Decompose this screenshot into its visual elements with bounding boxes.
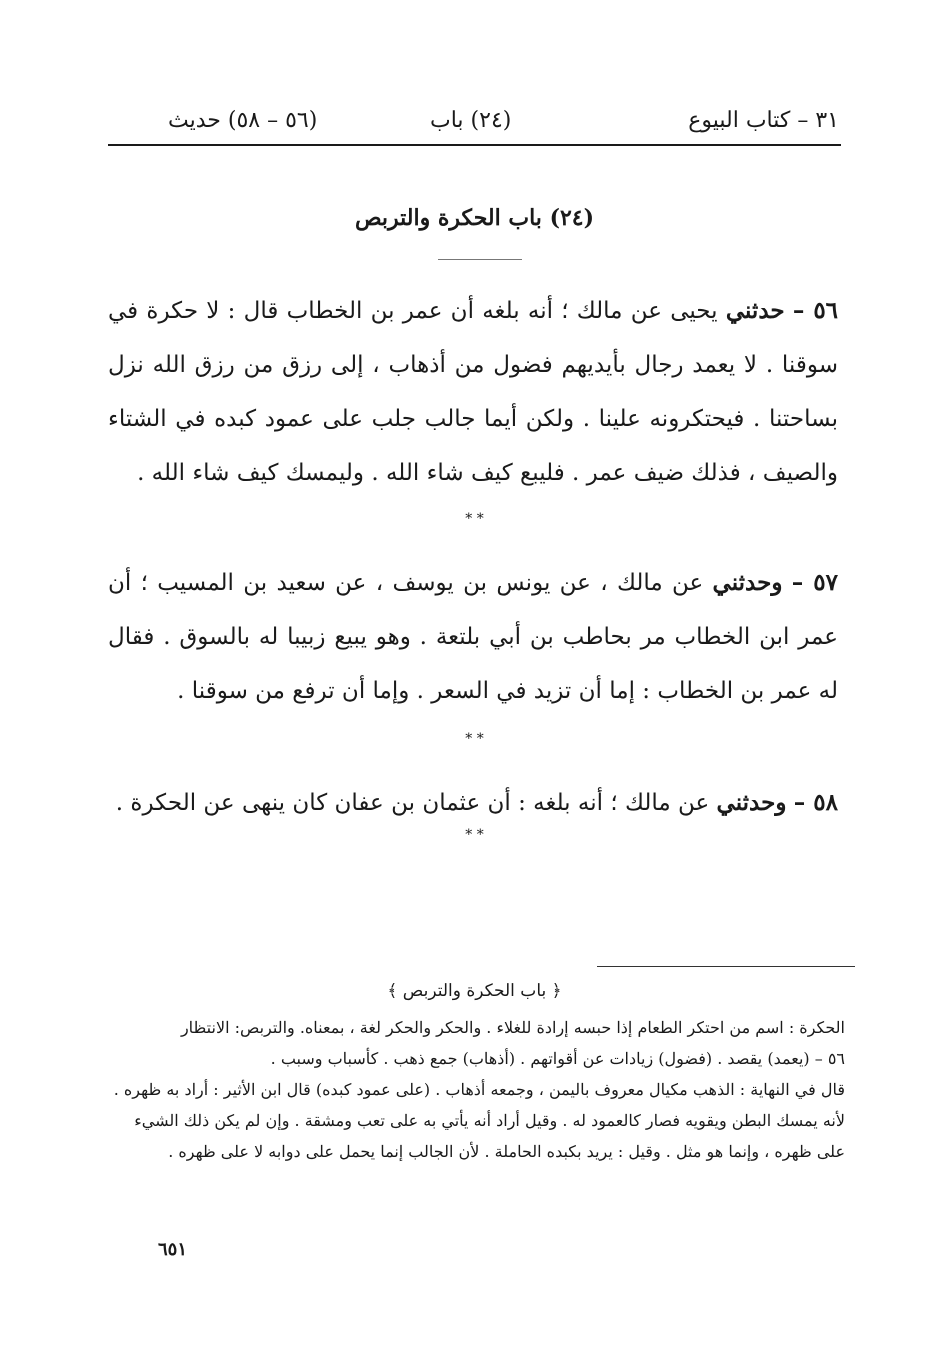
separator-stars: * * (465, 511, 484, 527)
hadith-57 (108, 556, 838, 718)
header-hadith-range: (٥٦ – ٥٨) حديث (168, 108, 318, 133)
footnote-line: ٥٦ – (يعمد) يقصد . (فضول) زيادات عن أقواتهم . (أذهاب) جمع ذهب . كأسباب وسبب . (270, 1049, 845, 1068)
chapter-title: (٢٤) باب الحكرة والتربص (354, 205, 595, 231)
hadith-text: عن مالك ، عن يونس بن يوسف ، عن سعيد بن المسيب ؛ أن عمر ابن الخطاب مر بحاطب بن أبي بلتعة . وهو يبيع زبيبا له بالسوق . فقال له عمر بن الخطاب : إما أن تزيد في السعر . وإما أن ترفع من سوقنا . (108, 570, 838, 704)
hadith-lead: وحدثني (716, 789, 787, 816)
header-rule (108, 144, 841, 146)
header-chapter: (٢٤) باب (430, 108, 512, 133)
separator-stars: * * (465, 731, 484, 747)
hadith-56 (108, 284, 838, 500)
footnote-rule (597, 966, 855, 967)
footnote-line: على ظهره ، وإنما هو مثل . وقيل : يريد بكبده الحاملة . لأن الجالب إنما يحمل على دوابه لا على ظهره . (168, 1142, 845, 1161)
hadith-text: عن مالك ؛ أنه بلغه : أن عثمان بن عفان كان ينهى عن الحكرة . (115, 790, 710, 816)
hadith-lead: وحدثني (712, 569, 783, 596)
hadith-number: ٥٦ – (792, 297, 839, 324)
hadith-lead: حدثني (725, 297, 785, 324)
page-number: ٦٥١ (158, 1239, 188, 1260)
footnote-line: قال في النهاية : الذهب مكيال معروف باليمن ، وجمعه أذهاب . (على عمود كبده) قال ابن الأثير : أراد به ظهره . (113, 1080, 845, 1099)
hadith-58 (108, 776, 838, 830)
hadith-text: يحيى عن مالك ؛ أنه بلغه أن عمر بن الخطاب قال : لا حكرة في سوقنا . لا يعمد رجال بأيديهم فضول من أذهاب ، إلى رزق من رزق الله نزل بساحتنا . فيحتكرونه علينا . ولكن أيما جالب جلب على عمود كبده في الشتاء والصيف ، فذلك ضيف عمر . فليبع كيف شاء الله . وليمسك كيف شاء الله . (108, 298, 838, 486)
footnote-line: الحكرة : اسم من احتكر الطعام إذا حبسه إرادة للغلاء . والحكر والحكر لغة ، بمعناه. والتربص: الانتظار (180, 1018, 845, 1037)
hadith-number: ٥٧ – (791, 569, 838, 596)
footnote-title: ﴿ باب الحكرة والتربص ﴾ (387, 981, 562, 1001)
title-underline (438, 259, 522, 260)
hadith-number: ٥٨ – (793, 789, 838, 816)
footnote-line: لأنه يمسك البطن ويقويه فصار كالعمود له . وقيل أراد أنه يأتي به على تعب ومشقة . وإن لم يكن ذلك الشيء (134, 1111, 845, 1130)
separator-stars: * * (465, 827, 484, 843)
header-book-title: ٣١ – كتاب البيوع (688, 108, 839, 133)
